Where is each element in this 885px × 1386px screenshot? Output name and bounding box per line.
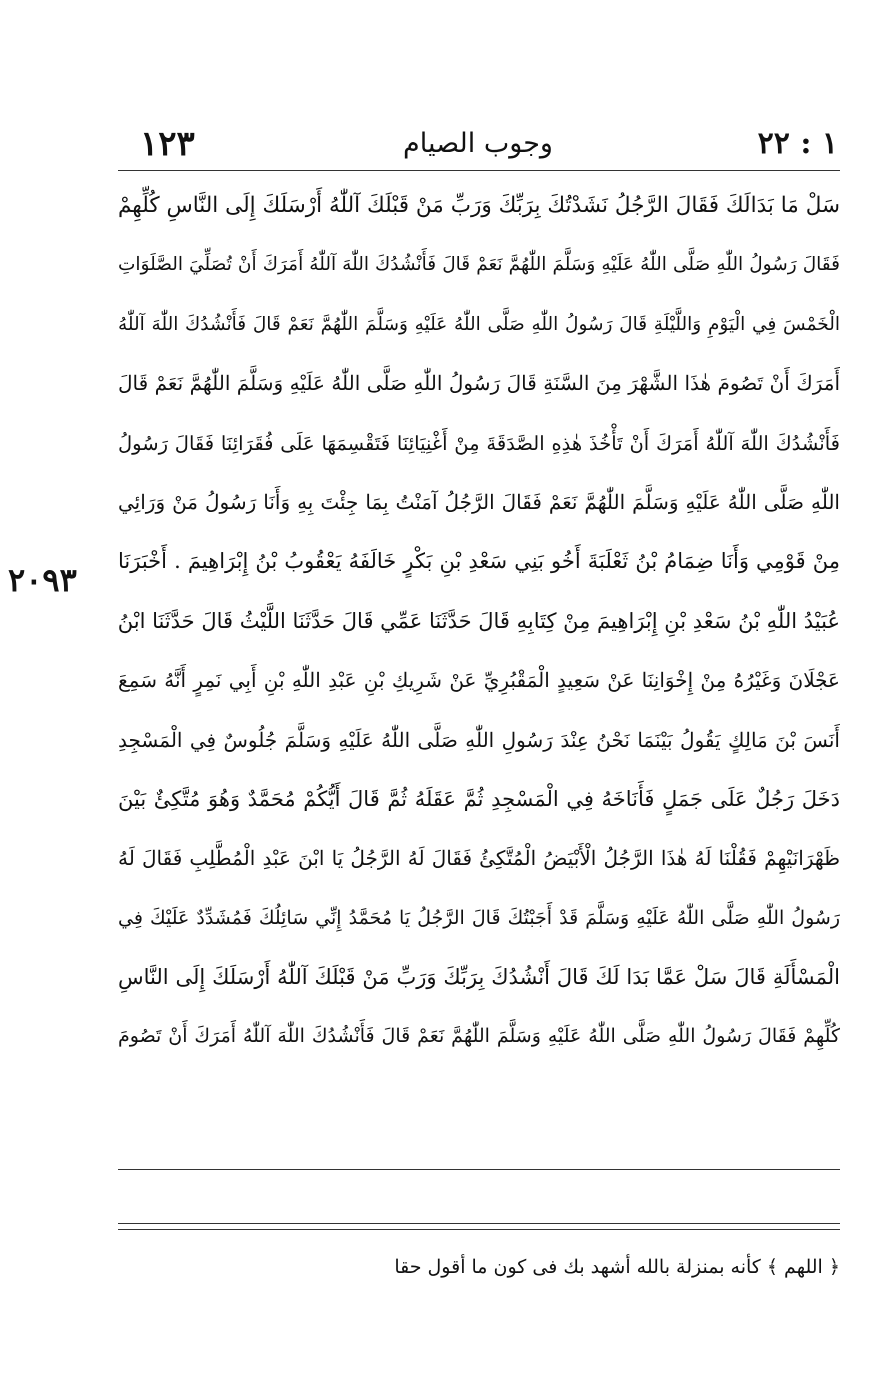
text-line: عُبَيْدُ اللّٰهِ بْنُ سَعْدِ بْنِ إِبْرَاهِيمَ مِنْ كِتَابِهِ قَالَ حَدَّثَنَا عَمِّي قَالَ حَدَّثَنَا اللَّيْثُ قَالَ حَدَّثَنَا ابْنُ	[118, 608, 840, 633]
text-line: عَجْلَانَ وَغَيْرُهُ مِنْ إِخْوَانِنَا عَنْ سَعِيدٍ الْمَقْبُرِيِّ عَنْ شَرِيكِ بْنِ عَبْدِ اللّٰهِ بْنِ أَبِي نَمِرٍ أَنَّهُ سَمِعَ	[118, 668, 840, 693]
text-line: ظَهْرَانَيْهِمْ فَقُلْنَا لَهُ هٰذَا الرَّجُلُ الْأَبْيَضُ الْمُتَّكِئُ فَقَالَ لَهُ الرَّجُلُ يَا ابْنَ عَبْدِ الْمُطَّلِبِ فَقَالَ لَهُ	[118, 846, 840, 871]
header-rule	[118, 170, 840, 171]
text-line: سَلْ مَا بَدَالَكَ فَقَالَ الرَّجُلُ نَشَدْتُكَ بِرَبِّكَ وَرَبِّ مَنْ قَبْلَكَ آللّٰهُ أَرْسَلَكَ إِلَى النَّاسِ كُلِّهِمْ	[118, 193, 840, 218]
volume-reference: ١ : ٢٢	[757, 126, 838, 161]
footnote: ﴿ اللهم ﴾ كأنه بمنزلة بالله أشهد بك فى كون ما أقول حقا	[394, 1256, 840, 1278]
text-line: الْخَمْسَ فِي الْيَوْمِ وَاللَّيْلَةِ قَالَ رَسُولُ اللّٰهِ صَلَّى اللّٰهُ عَلَيْهِ وَسَلَّمَ اللّٰهُمَّ نَعَمْ قَالَ فَأَنْشُدُكَ اللّٰهَ آللّٰهُ	[118, 313, 840, 335]
chapter-title: وجوب الصيام	[403, 128, 553, 159]
footnote-rule-top	[118, 1223, 840, 1224]
hadith-number: ٢٠٩٣	[8, 561, 77, 599]
text-line: رَسُولُ اللّٰهِ صَلَّى اللّٰهُ عَلَيْهِ وَسَلَّمَ قَدْ أَجَبْتُكَ قَالَ الرَّجُلُ يَا مُحَمَّدُ إِنِّي سَائِلُكَ فَمُشَدِّدٌ عَلَيْكَ فِي	[118, 906, 840, 929]
page-number: ١٢٣	[140, 124, 195, 164]
text-line: أَنَسَ بْنَ مَالِكٍ يَقُولُ بَيْنَمَا نَحْنُ عِنْدَ رَسُولِ اللّٰهِ صَلَّى اللّٰهُ عَلَيْهِ وَسَلَّمَ جُلُوسٌ فِي الْمَسْجِدِ	[118, 727, 840, 752]
main-text	[118, 176, 840, 1067]
footnote-rule-bottom	[118, 1229, 840, 1230]
text-end-rule	[118, 1169, 840, 1170]
text-line: فَأَنْشُدُكَ اللّٰهَ آللّٰهُ أَمَرَكَ أَنْ تَأْخُذَ هٰذِهِ الصَّدَقَةَ مِنْ أَغْنِيَائِنَا فَتَقْسِمَهَا عَلَى فُقَرَائِنَا فَقَالَ رَسُولُ	[118, 431, 840, 455]
page-header	[118, 122, 838, 166]
text-line: أَمَرَكَ أَنْ تَصُومَ هٰذَا الشَّهْرَ مِنَ السَّنَةِ قَالَ رَسُولُ اللّٰهِ صَلَّى اللّٰهُ عَلَيْهِ وَسَلَّمَ اللّٰهُمَّ نَعَمْ قَالَ	[118, 371, 840, 396]
text-line: دَخَلَ رَجُلٌ عَلَى جَمَلٍ فَأَنَاخَهُ فِي الْمَسْجِدِ ثُمَّ عَقَلَهُ ثُمَّ قَالَ أَيُّكُمْ مُحَمَّدٌ وَهُوَ مُتَّكِئٌ بَيْنَ	[118, 786, 840, 811]
text-line: اللّٰهِ صَلَّى اللّٰهُ عَلَيْهِ وَسَلَّمَ اللّٰهُمَّ نَعَمْ فَقَالَ الرَّجُلُ آمَنْتُ بِمَا جِئْتَ بِهِ وَأَنَا رَسُولُ مَنْ وَرَائِي	[118, 489, 840, 514]
text-line: كُلِّهِمْ فَقَالَ رَسُولُ اللّٰهِ صَلَّى اللّٰهُ عَلَيْهِ وَسَلَّمَ اللّٰهُمَّ نَعَمْ قَالَ فَأَنْشُدُكَ اللّٰهَ آللّٰهُ أَمَرَكَ أَنْ تَصُومَ	[118, 1025, 840, 1048]
text-line: مِنْ قَوْمِي وَأَنَا ضِمَامُ بْنُ ثَعْلَبَةَ أَخُو بَنِي سَعْدِ بْنِ بَكْرٍ خَالَفَهُ يَعْقُوبُ بْنُ إِبْرَاهِيمَ . أَخْبَرَنَا	[118, 549, 840, 574]
text-line: الْمَسْأَلَةِ قَالَ سَلْ عَمَّا بَدَا لَكَ قَالَ أَنْشُدُكَ بِرَبِّكَ وَرَبِّ مَنْ قَبْلَكَ آللّٰهُ أَرْسَلَكَ إِلَى النَّاسِ	[118, 965, 840, 990]
text-line: فَقَالَ رَسُولُ اللّٰهِ صَلَّى اللّٰهُ عَلَيْهِ وَسَلَّمَ اللّٰهُمَّ نَعَمْ قَالَ فَأَنْشُدُكَ اللّٰهَ آللّٰهُ أَمَرَكَ أَنْ تُصَلِّيَ الصَّلَوَاتِ	[118, 254, 840, 276]
